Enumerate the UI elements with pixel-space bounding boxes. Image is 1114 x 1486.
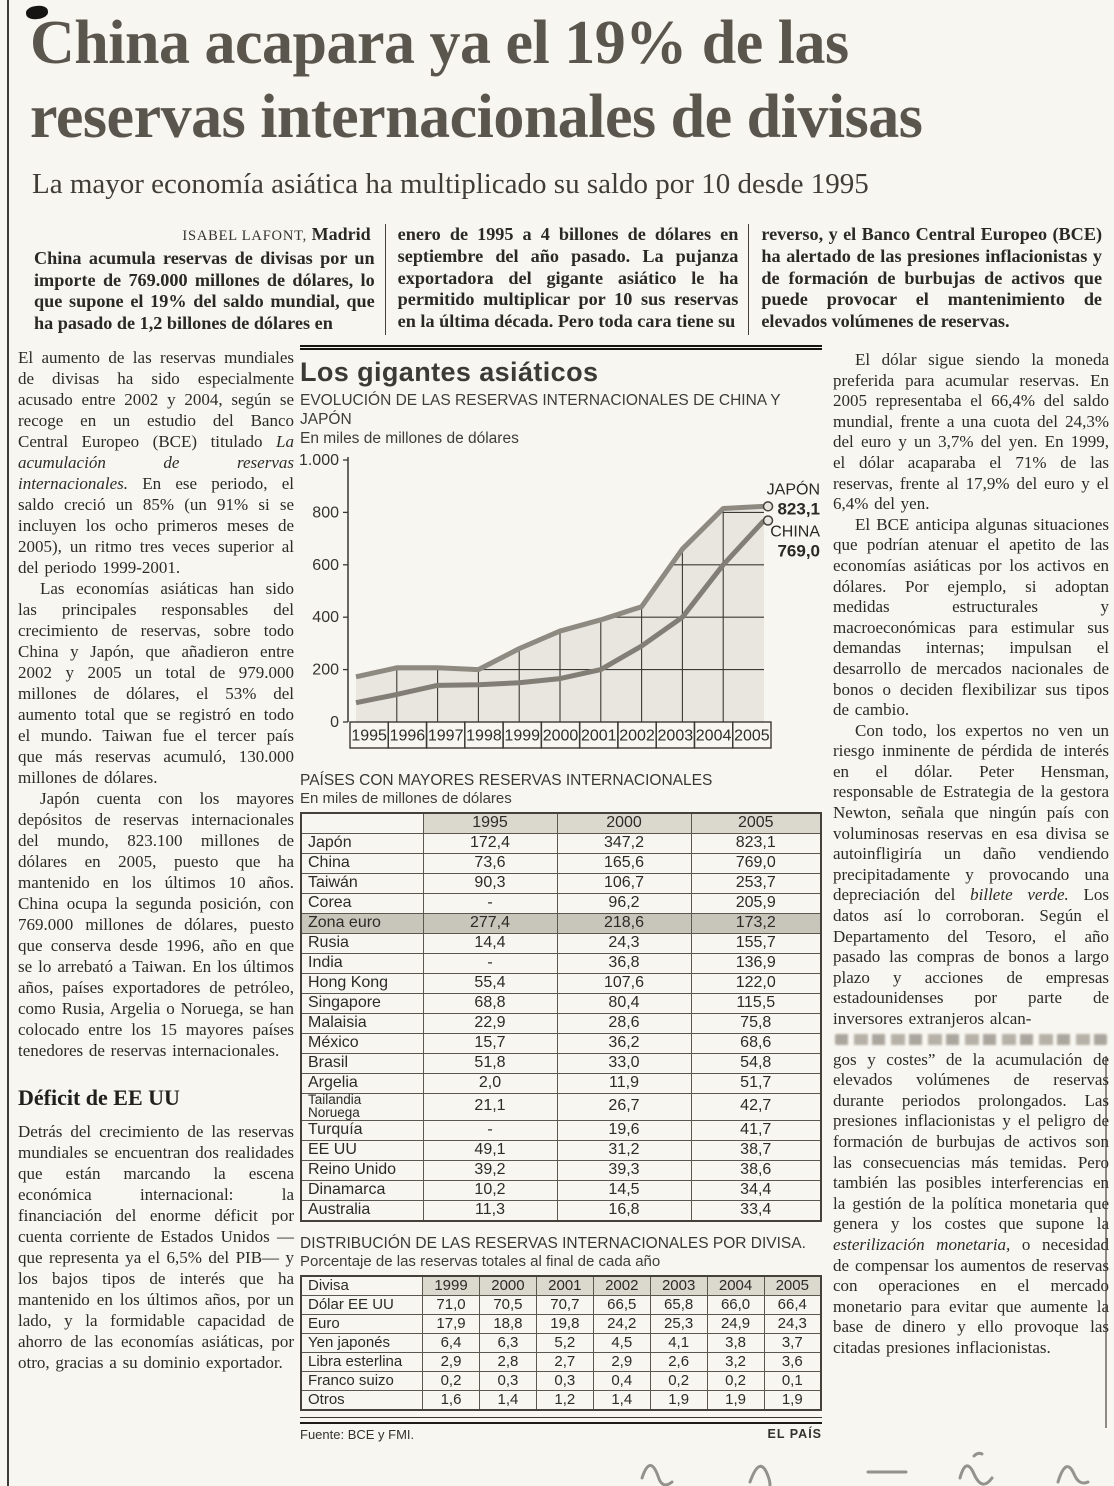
table-cell: 17,9 <box>423 1314 480 1333</box>
table-cell: 3,7 <box>764 1333 821 1352</box>
table-cell: 90,3 <box>423 874 557 894</box>
table-cell: 39,3 <box>557 1160 691 1180</box>
headline-line-1: China acapara ya el 19% de las <box>30 9 849 77</box>
text-run: En ese periodo, el saldo creció un 85% (un 91% si se incluyen los ocho primeros meses de 2005), un ritmo tres veces superior al del periodo 1999-2001. <box>18 474 294 577</box>
row-label: Otros <box>301 1390 423 1410</box>
currency-distribution-table <box>300 1275 822 1411</box>
right-column-paragraphs-top <box>833 350 1109 1030</box>
x-tick-label: 2003 <box>657 727 694 745</box>
column-header: 2004 <box>707 1276 764 1296</box>
byline-location: Madrid <box>311 224 371 244</box>
table-row <box>301 1054 821 1074</box>
column-header: 2005 <box>764 1276 821 1296</box>
table-cell: 19,8 <box>536 1314 593 1333</box>
table-cell: 0,1 <box>764 1371 821 1390</box>
table-cell: - <box>423 1120 557 1140</box>
table-cell: 2,6 <box>650 1352 707 1371</box>
table-cell: 3,6 <box>764 1352 821 1371</box>
table-row <box>301 1390 821 1410</box>
text-run: o necesidad de compensar los aumentos de reservas con operaciones en el mercado monetario para evitar que aumente la base de dinero y ello provoque las citadas presiones inflacionistas. <box>833 1234 1109 1357</box>
table-cell: 66,0 <box>707 1295 764 1314</box>
table-cell: 5,2 <box>536 1333 593 1352</box>
row-label: Hong Kong <box>301 974 423 994</box>
column-header: 2005 <box>691 813 821 834</box>
row-label: Yen japonés <box>301 1333 423 1352</box>
text-run: Detrás del crecimiento de las reservas mundiales se encuentran dos realidades que están marcando la escena económica internacional: la financiación del enorme déficit por cuenta corriente de Estados Unidos —que representa ya el 6,5% del PIB— y los bajos tipos de interés que ha mantenido en los últimos años, por un lado, y la formidable capacidad de ahorro de las economías asiáticas, por otro, gracias a su dominio exportador. <box>18 1122 294 1372</box>
headline-line-2: reservas internacionales de divisas <box>30 83 923 152</box>
table-cell: 2,9 <box>423 1352 480 1371</box>
data-table <box>300 812 822 1222</box>
table-cell: - <box>423 894 557 914</box>
text-run: Los datos así lo corroboran. Según el Departamento del Tesoro, el año pasado las compras de bonos a largo plazo y acciones de empresas estadounidenses por parte de inversores extranjeros alcan- <box>833 885 1110 1028</box>
table-cell: 155,7 <box>691 934 821 954</box>
column-header: 2003 <box>650 1276 707 1296</box>
row-label: Australia <box>301 1200 423 1221</box>
right-body-column <box>833 350 1109 1359</box>
table-cell: 107,6 <box>557 974 691 994</box>
table-row <box>301 914 821 934</box>
table-cell: 0,2 <box>707 1371 764 1390</box>
intro-text-3: reverso, y el Banco Central Europeo (BCE) ha alertado de las presiones inflacionistas y de formación de burbujas de activos que puede provocar el mantenimiento de elevados volúmenes de reservas. <box>761 224 1103 332</box>
table-cell: 39,2 <box>423 1160 557 1180</box>
column-header: 2000 <box>557 813 691 834</box>
table-cell: 66,4 <box>764 1295 821 1314</box>
x-tick-label: 2005 <box>734 727 770 745</box>
table-cell: 25,3 <box>650 1314 707 1333</box>
table-cell: 36,8 <box>557 954 691 974</box>
reserves-chart-svg <box>300 454 822 754</box>
series-end-label: 769,0 <box>777 541 820 561</box>
table-cell: 21,1 <box>423 1094 557 1121</box>
table-cell: 24,2 <box>593 1314 650 1333</box>
body-paragraph <box>833 350 1109 515</box>
table-row <box>301 1074 821 1094</box>
table-row <box>301 1120 821 1140</box>
table-cell: 75,8 <box>691 1014 821 1034</box>
table-cell: 0,3 <box>479 1371 536 1390</box>
x-tick-label: 2000 <box>542 727 579 745</box>
row-label: Dólar EE UU <box>301 1295 423 1314</box>
row-label: Libra esterlina <box>301 1352 423 1371</box>
row-label: Turquía <box>301 1120 423 1140</box>
body-paragraph <box>833 1050 1109 1359</box>
table-cell: 106,7 <box>557 874 691 894</box>
table-cell: 24,3 <box>557 934 691 954</box>
row-label: Euro <box>301 1314 423 1333</box>
table-cell: 253,7 <box>691 874 821 894</box>
table-cell: 1,2 <box>536 1390 593 1410</box>
table-cell: 136,9 <box>691 954 821 974</box>
reserves-evolution-chart <box>300 454 822 759</box>
table-row <box>301 1371 821 1390</box>
left-column-paragraphs <box>18 347 294 1061</box>
table-header-row <box>301 1276 821 1296</box>
table-cell: 51,7 <box>691 1074 821 1094</box>
body-paragraph <box>18 578 294 788</box>
chart-title: Los gigantes asiáticos <box>300 357 599 387</box>
column-header: 2001 <box>536 1276 593 1296</box>
table-row <box>301 994 821 1014</box>
x-tick-label: 1998 <box>466 727 502 745</box>
italic-text: La acumulación de reservas internacionales. <box>18 432 294 493</box>
column-header: Divisa <box>301 1276 423 1296</box>
y-tick-label: 1.000 <box>300 454 339 469</box>
y-tick-label: 800 <box>312 504 339 522</box>
footer-rule <box>300 1417 822 1424</box>
row-label: India <box>301 954 423 974</box>
table-cell: 172,4 <box>423 834 557 854</box>
row-label: Brasil <box>301 1054 423 1074</box>
table-cell: 28,6 <box>557 1014 691 1034</box>
row-label-line: Noruega <box>308 1104 360 1120</box>
table-cell: 1,9 <box>707 1390 764 1410</box>
series-end-marker <box>764 502 773 511</box>
countries-table-title-block <box>300 772 822 807</box>
x-tick-label: 1995 <box>351 727 387 745</box>
countries-table-subtitle: En miles de millones de dólares <box>300 790 512 807</box>
table-cell: 38,6 <box>691 1160 821 1180</box>
table-cell: 205,9 <box>691 894 821 914</box>
table-cell: 1,4 <box>593 1390 650 1410</box>
row-label <box>301 1094 423 1121</box>
countries-table-title: PAÍSES CON MAYORES RESERVAS INTERNACIONALES <box>300 772 713 789</box>
row-label: Reino Unido <box>301 1160 423 1180</box>
x-tick-label: 2002 <box>619 727 655 745</box>
deficit-paragraphs <box>18 1121 294 1373</box>
row-label: Singapore <box>301 994 423 1014</box>
intro-text-1: China acumula reservas de divisas por un importe de 769.000 millones de dólares, lo que supone el 19% del saldo mundial, que ha pasado de 1,2 billones de dólares en <box>34 247 375 334</box>
table-cell: 68,8 <box>423 994 557 1014</box>
right-column-paragraphs-bottom <box>833 1050 1109 1359</box>
table-cell: 2,9 <box>593 1352 650 1371</box>
table-cell: 34,4 <box>691 1180 821 1200</box>
row-label-line: Tailandia <box>308 1092 362 1107</box>
y-tick-label: 200 <box>312 661 339 679</box>
table-cell: 823,1 <box>691 834 821 854</box>
series-end-label: JAPÓN <box>766 481 820 499</box>
table-cell: 73,6 <box>423 854 557 874</box>
handwriting-marks <box>630 1444 1100 1486</box>
table-cell: 11,3 <box>423 1200 557 1221</box>
table-cell: 1,4 <box>479 1390 536 1410</box>
table-cell: 0,3 <box>536 1371 593 1390</box>
table-row <box>301 894 821 914</box>
table-cell: 66,5 <box>593 1295 650 1314</box>
table-cell: 769,0 <box>691 854 821 874</box>
table-cell: 15,7 <box>423 1034 557 1054</box>
table-row <box>301 1034 821 1054</box>
table-row <box>301 1333 821 1352</box>
table-row <box>301 1200 821 1221</box>
subheadline: La mayor economía asiática ha multiplicado su saldo por 10 desde 1995 <box>32 168 869 200</box>
body-paragraph <box>18 788 294 1061</box>
row-label: Zona euro <box>301 914 423 934</box>
table-cell: 0,4 <box>593 1371 650 1390</box>
text-run: Con todo, los expertos no ven un riesgo inminente de pérdida de interés en el dólar. Peter Hensman, responsable de Estrategia de la gestora Newton, señala que ningún país con voluminosas reservas en esa divisa se autoinfligiría un daño vendiendo precipitadamente y provocando una depreciación del <box>833 720 1109 905</box>
infographic-footer <box>300 1427 822 1442</box>
currencies-table-title: DISTRIBUCIÓN DE LAS RESERVAS INTERNACIONALES POR DIVISA. <box>300 1234 806 1252</box>
row-label: Dinamarca <box>301 1180 423 1200</box>
left-body-column <box>18 347 294 1373</box>
table-cell: 38,7 <box>691 1140 821 1160</box>
table-cell: 2,7 <box>536 1352 593 1371</box>
x-tick-label: 1999 <box>504 727 541 745</box>
table-cell: 33,0 <box>557 1054 691 1074</box>
row-label: Malaisia <box>301 1014 423 1034</box>
table-row <box>301 1352 821 1371</box>
newspaper-credit: EL PAÍS <box>767 1426 822 1441</box>
column-header: 2002 <box>593 1276 650 1296</box>
table-row <box>301 1140 821 1160</box>
table-row <box>301 954 821 974</box>
table-row <box>301 1295 821 1314</box>
table-cell: 122,0 <box>691 974 821 994</box>
row-label: Rusia <box>301 934 423 954</box>
table-row <box>301 1314 821 1333</box>
y-tick-label: 600 <box>312 556 339 574</box>
table-cell: 347,2 <box>557 834 691 854</box>
countries-reserves-table <box>300 812 822 1222</box>
body-paragraph <box>833 515 1109 721</box>
row-label: Franco suizo <box>301 1371 423 1390</box>
table-cell: 26,7 <box>557 1094 691 1121</box>
table-cell: 49,1 <box>423 1140 557 1160</box>
table-cell: 115,5 <box>691 994 821 1014</box>
scan-edge-rule <box>7 0 9 1486</box>
table-cell: - <box>423 954 557 974</box>
table-cell: 19,6 <box>557 1120 691 1140</box>
table-cell: 6,3 <box>479 1333 536 1352</box>
row-label: Argelia <box>301 1074 423 1094</box>
table-cell: 14,5 <box>557 1180 691 1200</box>
text-run: El aumento de las reservas mundiales de divisas ha sido especialmente acusado entre 2002 y 2004, según se recoge en un estudio del Banco Central Europeo (BCE) titulado <box>18 348 294 451</box>
x-tick-label: 1996 <box>389 727 426 745</box>
table-cell: 14,4 <box>423 934 557 954</box>
table-cell: 55,4 <box>423 974 557 994</box>
text-run: gos y costes” de la acumulación de elevados volúmenes de reservas durante periodos prolongados. Las presiones inflacionistas y el peligro de formación de burbujas de activos son las consecuencias más temidas. Pero también las posibles interferencias en la gestión de la política monetaria que genera y los costes que supone la <box>833 1049 1109 1234</box>
currencies-table-subtitle: Porcentaje de las reservas totales al final de cada año <box>300 1252 661 1270</box>
text-run: El dólar sigue siendo la moneda preferida para acumular reservas. En 2005 representaba el 66,4% del saldo mundial, frente a una cuota del 24,3% del euro y un 3,7% del yen. En 1999, el dólar acaparaba el 71% de las reservas, frente al 17,9% del euro y el 6,4% del yen. <box>833 350 1109 514</box>
body-paragraph <box>833 721 1109 1030</box>
table-cell: 33,4 <box>691 1200 821 1221</box>
table-row <box>301 1160 821 1180</box>
intro-columns <box>28 224 1108 335</box>
table-cell: 70,7 <box>536 1295 593 1314</box>
body-paragraph <box>18 1121 294 1373</box>
body-paragraph <box>18 347 294 578</box>
headline <box>30 6 1108 155</box>
data-table <box>300 1275 822 1411</box>
italic-text: esterilización monetaria, <box>833 1234 1011 1254</box>
table-row <box>301 1180 821 1200</box>
table-row <box>301 1014 821 1034</box>
row-label: China <box>301 854 423 874</box>
table-cell: 3,8 <box>707 1333 764 1352</box>
table-cell: 277,4 <box>423 914 557 934</box>
table-cell: 71,0 <box>423 1295 480 1314</box>
text-run: El BCE anticipa algunas situaciones que podrían atenuar el apetito de las economías asiáticas por los activos en dólares. Por ejemplo, si adoptan medidas estructurales y macroeconómicas para estimular sus demandas internas; impulsan el desarrollo de mercados nacionales de bonos o deciden flexibilizar sus tipos de cambio. <box>833 514 1109 720</box>
table-cell: 68,6 <box>691 1034 821 1054</box>
row-label: EE UU <box>301 1140 423 1160</box>
table-cell: 0,2 <box>423 1371 480 1390</box>
smudged-overprint-line <box>835 1034 1107 1045</box>
currencies-table-title-block <box>300 1235 822 1270</box>
table-cell: 1,9 <box>650 1390 707 1410</box>
text-run: Las economías asiáticas han sido las principales responsables del crecimiento de reservas, sobre todo China y Japón, que añadieron entre 2002 y 2005 un total de 979.000 millones de dólares, el 53% del aumento total que se registró en todo el mundo. Taiwan fue el tercer país que más reservas acumuló, 130.000 millones de dólares. <box>18 579 294 787</box>
table-cell: 218,6 <box>557 914 691 934</box>
table-cell: 2,0 <box>423 1074 557 1094</box>
row-label: Taiwán <box>301 874 423 894</box>
intro-column-1 <box>28 224 381 335</box>
table-row <box>301 834 821 854</box>
table-cell: 1,6 <box>423 1390 480 1410</box>
source-note: Fuente: BCE y FMI. <box>300 1426 415 1442</box>
byline-author: ISABEL LAFONT, <box>182 228 308 244</box>
table-cell: 6,4 <box>423 1333 480 1352</box>
table-cell: 10,2 <box>423 1180 557 1200</box>
series-end-label: 823,1 <box>777 499 820 519</box>
row-label: México <box>301 1034 423 1054</box>
intro-column-3 <box>748 224 1108 335</box>
intro-text-2: enero de 1995 a 4 billones de dólares en septiembre del año pasado. La pujanza exportadora del gigante asiático le ha permitido multiplicar por 10 sus reservas en la última década. Pero toda cara tiene su <box>397 224 739 332</box>
table-row <box>301 1094 821 1121</box>
italic-text: billete verde. <box>970 885 1069 905</box>
series-end-label: CHINA <box>770 523 820 541</box>
chart-unit-label: En miles de millones de dólares <box>300 430 519 447</box>
column-header <box>301 813 423 834</box>
infographic-column <box>300 345 822 1442</box>
chart-top-rule <box>300 345 822 350</box>
table-cell: 0,2 <box>650 1371 707 1390</box>
row-label: Corea <box>301 894 423 914</box>
table-cell: 36,2 <box>557 1034 691 1054</box>
section-heading-deficit: Déficit de EE UU <box>18 1085 180 1110</box>
table-cell: 24,3 <box>764 1314 821 1333</box>
table-row <box>301 974 821 994</box>
table-cell: 65,8 <box>650 1295 707 1314</box>
column-header: 1999 <box>423 1276 480 1296</box>
table-header-row <box>301 813 821 834</box>
table-cell: 11,9 <box>557 1074 691 1094</box>
byline <box>34 224 375 248</box>
intro-column-2 <box>385 224 745 335</box>
row-label: Japón <box>301 834 423 854</box>
column-header: 1995 <box>423 813 557 834</box>
text-run: Japón cuenta con los mayores depósitos de reservas internacionales del mundo, 823.100 millones de dólares en 2005, puesto que ha mantenido en los últimos 10 años. China ocupa la segunda posición, con 769.000 millones de dólares, puesto que conserva desde 1996, año en que se lo arrebató a Taiwan. En los últimos años, países exportadores de petróleo, como Rusia, Argelia o Noruega, se han colocado entre los 15 mayores países tenedores de reservas internacionales. <box>18 789 294 1060</box>
table-cell: 18,8 <box>479 1314 536 1333</box>
table-cell: 96,2 <box>557 894 691 914</box>
table-cell: 24,9 <box>707 1314 764 1333</box>
table-cell: 173,2 <box>691 914 821 934</box>
table-cell: 41,7 <box>691 1120 821 1140</box>
table-cell: 16,8 <box>557 1200 691 1221</box>
table-cell: 4,5 <box>593 1333 650 1352</box>
table-cell: 165,6 <box>557 854 691 874</box>
table-cell: 51,8 <box>423 1054 557 1074</box>
table-cell: 70,5 <box>479 1295 536 1314</box>
table-cell: 31,2 <box>557 1140 691 1160</box>
table-cell: 3,2 <box>707 1352 764 1371</box>
table-cell: 22,9 <box>423 1014 557 1034</box>
table-cell: 80,4 <box>557 994 691 1014</box>
y-tick-label: 0 <box>330 714 339 731</box>
y-tick-label: 400 <box>312 609 339 627</box>
table-cell: 54,8 <box>691 1054 821 1074</box>
column-header: 2000 <box>479 1276 536 1296</box>
table-row <box>301 934 821 954</box>
table-row <box>301 854 821 874</box>
table-cell: 1,9 <box>764 1390 821 1410</box>
chart-subtitle: EVOLUCIÓN DE LAS RESERVAS INTERNACIONALES DE CHINA Y JAPÓN <box>300 392 781 428</box>
x-tick-label: 2004 <box>695 727 732 745</box>
x-tick-label: 1997 <box>427 727 464 745</box>
table-cell: 2,8 <box>479 1352 536 1371</box>
table-row <box>301 874 821 894</box>
table-cell: 42,7 <box>691 1094 821 1121</box>
x-tick-label: 2001 <box>580 727 617 745</box>
table-cell: 4,1 <box>650 1333 707 1352</box>
